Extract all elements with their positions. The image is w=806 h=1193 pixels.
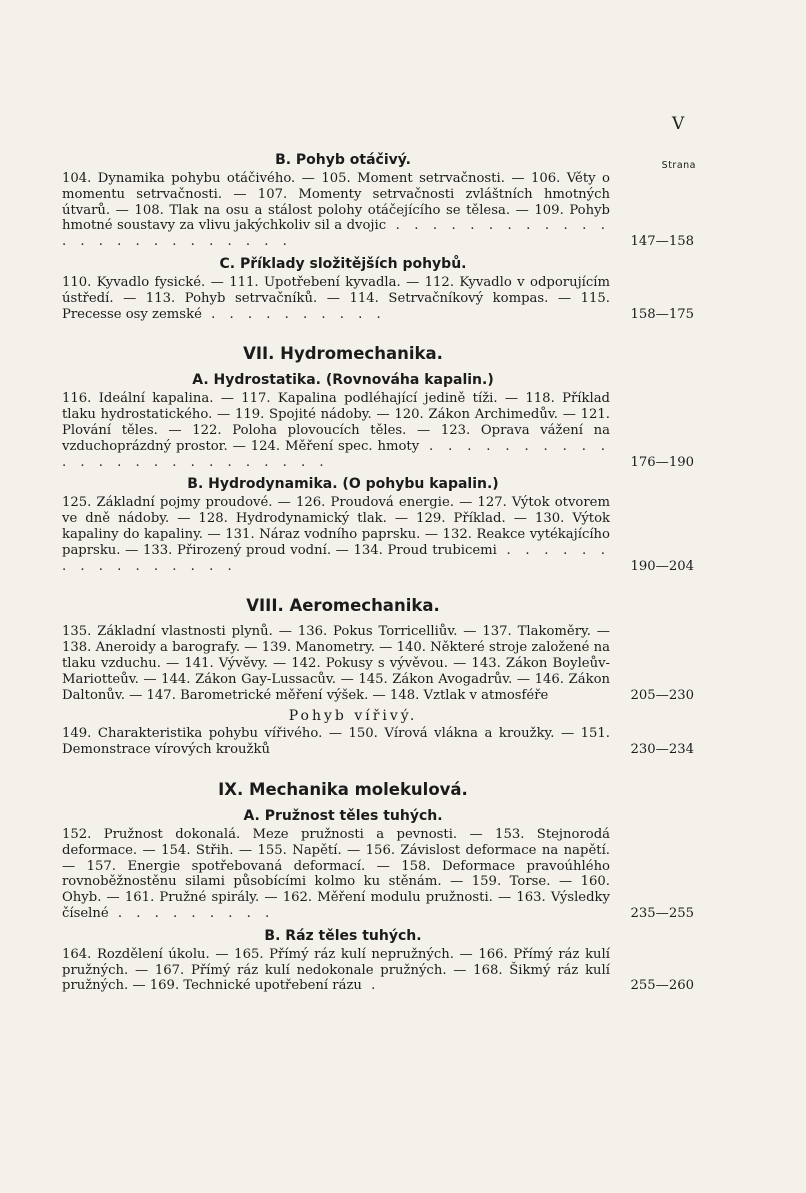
strana-label: Strana <box>661 160 696 171</box>
section-heading: C. Příklady složitějších pohybů. <box>219 255 467 272</box>
toc-entry <box>62 171 694 250</box>
toc-section-impact <box>62 928 694 994</box>
entry-text: 149. Charakteristika pohybu vířivého. — 150. Vírová vlákna a kroužky. — 151. Demonstrace vírových kroužků <box>62 726 610 758</box>
toc-entry <box>62 947 694 994</box>
entry-text: 135. Základní vlastnosti plynů. — 136. Pokus Torricelliův. — 137. Tlakoměry. — 138. Aneroidy a barografy. — 139. Manometry. — 140. Některé stroje založené na tlaku vzduchu. — 141. Vývěvy. — 142. Pokusy s vývěvou. — 143. Zákon Boyleův-Mariotteův. — 144. Zákon Gay-Lussacův. — 145. Zákon Avogadrův. — 146. Zákon Daltonův. — 147. Barometrické měření výšek. — 148. Vztlak v atmosféře <box>62 624 610 703</box>
entry-text: 125. Základní pojmy proudové. — 126. Proudová energie. — 127. Výtok otvorem ve dně nádoby. — 128. Hydrodynamický tlak. — 129. Příklad. — 130. Výtok kapaliny do kapaliny. — 131. Náraz vodního paprsku. — 132. Reakce vytékajícího paprsku. — 133. Přirozený proud vodní. — 134. Proud trubicemi <box>62 495 610 558</box>
section-heading: B. Pohyb otáčivý. <box>275 152 411 168</box>
leader-dots: . . . . . . . . . . . . . . . . . . . . . . . . . <box>62 438 610 470</box>
toc-entry <box>62 391 694 470</box>
toc-entry <box>62 726 694 758</box>
entry-pages: 255—260 <box>630 978 694 994</box>
entry-pages: 176—190 <box>630 454 694 470</box>
toc-section-vortex-motion <box>62 708 694 758</box>
section-heading: A. Pružnost těles tuhých. <box>243 807 443 824</box>
page-number: V <box>672 114 685 134</box>
section-heading: B. Hydrodynamika. (O pohybu kapalin.) <box>187 476 499 493</box>
entry-text: 116. Ideální kapalina. — 117. Kapalina podléhající jedině tíži. — 118. Příklad tlaku hydrostatického. — 119. Spojité nádoby. — 120. Zákon Archimedův. — 121. Plování těles. — 122. Poloha plovoucích těles. — 123. Oprava vážení na vzduchoprázdný prostor. — 124. Měření spec. hmoty <box>62 391 610 454</box>
table-of-contents <box>62 152 694 996</box>
entry-pages: 235—255 <box>630 905 694 921</box>
entry-pages: 147—158 <box>630 234 694 250</box>
toc-section-aeromechanics <box>62 624 694 703</box>
leader-dots: . . . . . . . . . . <box>201 306 386 322</box>
toc-entry <box>62 495 694 574</box>
leader-dots: . . . . . . . . . . . . . . . . <box>62 542 610 574</box>
chapter-heading: IX. Mechanika molekulová. <box>218 779 468 799</box>
toc-section-hydrodynamics <box>62 476 694 574</box>
subsection-heading: Pohyb vířivý. <box>288 708 418 725</box>
leader-dots: . . . . . . . . . <box>108 905 275 921</box>
entry-pages: 205—230 <box>630 687 694 703</box>
chapter-heading: VIII. Aeromechanika. <box>246 596 440 616</box>
entry-pages: 190—204 <box>630 558 694 574</box>
leader-dots: . <box>361 978 381 994</box>
entry-pages: 230—234 <box>630 742 694 758</box>
entry-pages: 158—175 <box>630 306 694 322</box>
toc-section-complex-motions <box>62 256 694 322</box>
entry-text: 164. Rozdělení úkolu. — 165. Přímý ráz kulí nepružných. — 166. Přímý ráz kulí pružných. — 167. Přímý ráz kulí nedokonale pružných. — 168. Šikmý ráz kulí pružných. — 169. Technické upotřebení rázu <box>62 946 610 994</box>
toc-section-hydrostatics <box>62 372 694 470</box>
leader-dots: . . . . . . . . . . . . . . . . . . . . . . . . . <box>62 218 610 250</box>
entry-text: 104. Dynamika pohybu otáčivého. — 105. Moment setrvačnosti. — 106. Věty o momentu setrvačnosti. — 107. Momenty setrvačnosti zvláštních hmotných útvarů. — 108. Tlak na osu a stálost polohy otáčejícího se tělesa. — 109. Pohyb hmotné soustavy za vlivu jakýchkoliv sil a dvojic <box>62 171 610 234</box>
section-heading: A. Hydrostatika. (Rovnováha kapalin.) <box>192 372 494 389</box>
entry-text: 152. Pružnost dokonalá. Meze pružnosti a pevnosti. — 153. Stejnorodá deformace. — 154. Střih. — 155. Napětí. — 156. Závislost deformace na napětí. — 157. Energie spotřebovaná deformací. — 158. Deformace pravoúhlého rovnoběžnostěnu silami působícími kolmo ku stěnám. — 159. Torse. — 160. Ohyb. — 161. Pružné spirály. — 162. Měření modulu pružnosti. — 163. Výsledky číselné <box>62 826 610 921</box>
section-heading: B. Ráz těles tuhých. <box>264 927 422 944</box>
toc-entry <box>62 827 694 922</box>
entry-text: 110. Kyvadlo fysické. — 111. Upotřebení kyvadla. — 112. Kyvadlo v odporujícím ústředí. — 113. Pohyb setrvačníků. — 114. Setrvačníkový kompas. — 115. Precesse osy zemské <box>62 274 610 322</box>
toc-entry <box>62 624 694 703</box>
chapter-heading: VII. Hydromechanika. <box>243 344 443 364</box>
toc-section-rotational-motion <box>62 152 694 250</box>
toc-section-elasticity <box>62 808 694 922</box>
toc-entry <box>62 275 694 322</box>
